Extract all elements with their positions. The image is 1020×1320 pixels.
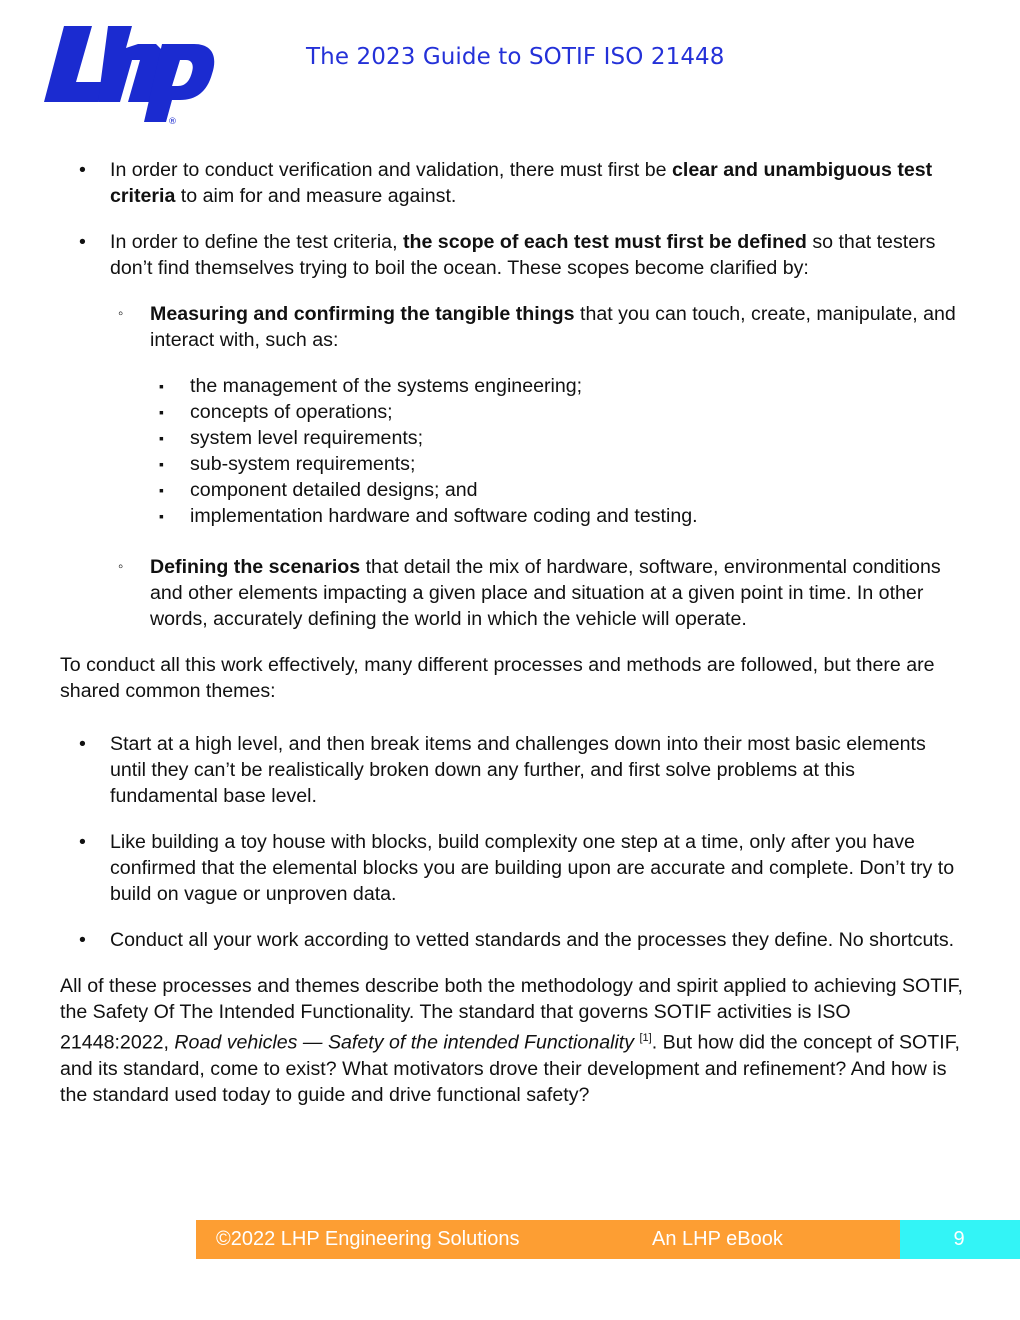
bullet-item: • In order to define the test criteria, the scope of each test must first be defined so that testers don’t find themselves trying to boil the ocean. These scopes become clarified by: bbox=[79, 231, 936, 279]
reference-marker: [1] bbox=[639, 1032, 652, 1044]
footer-bar bbox=[196, 1220, 900, 1259]
bullet-icon: • bbox=[79, 231, 86, 253]
svg-text:®: ® bbox=[168, 117, 177, 126]
list-item: ▪ the management of the systems engineering; bbox=[159, 375, 583, 397]
hollow-bullet-icon: ◦ bbox=[118, 558, 124, 575]
bullet-item: • Conduct all your work according to vetted standards and the processes they define. No shortcuts. bbox=[79, 929, 955, 951]
bullet-icon: • bbox=[79, 929, 86, 951]
square-bullet-list bbox=[60, 373, 965, 529]
footer-label: An LHP eBook bbox=[652, 1228, 783, 1250]
list-item: ▪ implementation hardware and software coding and testing. bbox=[159, 505, 698, 527]
bullet-icon: • bbox=[79, 733, 86, 755]
page-footer bbox=[196, 1220, 1020, 1259]
sub-bullet-item: ◦ Measuring and confirming the tangible things that you can touch, create, manipulate, and interact with, such as: bbox=[118, 303, 956, 351]
square-bullet-icon: ▪ bbox=[159, 430, 164, 446]
paragraph: All of these processes and themes describe both the methodology and spirit applied to achieving SOTIF, the Safety Of The Intended Functionality. The standard that governs SOTIF activities is ISO 21448:2022, Road vehicles — Safety of the intended Functionality [1]. But how did the concept of SOTIF, and its standard, come to exist? What motivators drove their development and refinement? And how is the standard used today to guide and drive functional safety? bbox=[60, 975, 963, 1106]
lhp-logo bbox=[44, 22, 216, 126]
bullet-item: • Like building a toy house with blocks, build complexity one step at a time, only after you have confirmed that the elemental blocks you are building upon are accurate and complete. Don’t try to build on vague or unproven data. bbox=[79, 831, 955, 905]
bullet-icon: • bbox=[79, 831, 86, 853]
square-bullet-icon: ▪ bbox=[159, 404, 164, 420]
list-item: ▪ component detailed designs; and bbox=[159, 479, 478, 501]
page-body bbox=[60, 157, 965, 1108]
bullet-item: • In order to conduct verification and validation, there must first be clear and unambiguous test criteria to aim for and measure against. bbox=[79, 159, 933, 207]
list-item: ▪ system level requirements; bbox=[159, 427, 424, 449]
square-bullet-icon: ▪ bbox=[159, 456, 164, 472]
list-item: ▪ concepts of operations; bbox=[159, 401, 393, 423]
bullet-item: • Start at a high level, and then break items and challenges down into their most basic elements until they can’t be realistically broken down any further, and first solve problems at this fundamental base level. bbox=[79, 733, 926, 807]
hollow-bullet-icon: ◦ bbox=[118, 305, 124, 322]
page-number: 9 bbox=[900, 1220, 1020, 1259]
square-bullet-icon: ▪ bbox=[159, 378, 164, 394]
list-item: ▪ sub-system requirements; bbox=[159, 453, 416, 475]
square-bullet-icon: ▪ bbox=[159, 508, 164, 524]
square-bullet-icon: ▪ bbox=[159, 482, 164, 498]
footer-copyright: ©2022 LHP Engineering Solutions bbox=[216, 1228, 520, 1250]
sub-bullet-item: ◦ Defining the scenarios that detail the mix of hardware, software, environmental conditions and other elements impacting a given place and situation at a given point in time. In other words, accurately defining the world in which the vehicle will operate. bbox=[118, 556, 941, 630]
paragraph: To conduct all this work effectively, many different processes and methods are followed, but there are shared common themes: bbox=[60, 654, 935, 702]
bullet-icon: • bbox=[79, 159, 86, 181]
document-title: The 2023 Guide to SOTIF ISO 21448 bbox=[306, 44, 725, 70]
